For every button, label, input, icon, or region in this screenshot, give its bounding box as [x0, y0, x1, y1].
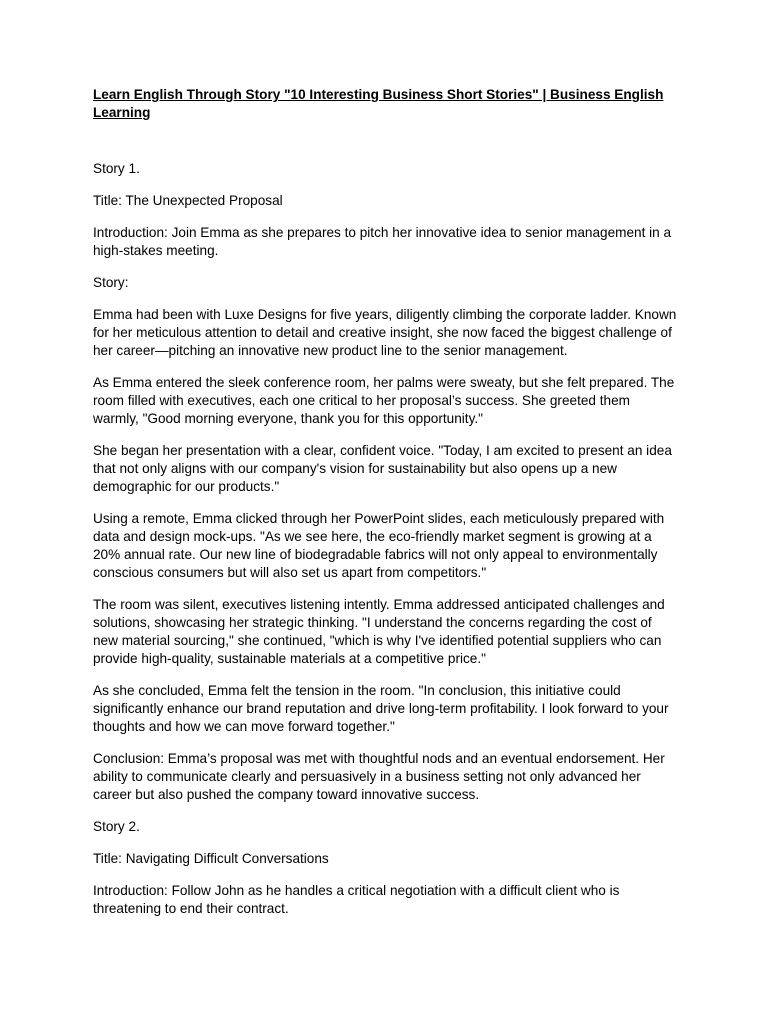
story-1-paragraph: She began her presentation with a clear, confident voice. "Today, I am excited to present an idea that not only aligns with our company's vision for sustainability but also opens up a new demographic for our products."	[93, 443, 672, 494]
story-1-paragraph: The room was silent, executives listening intently. Emma addressed anticipated challenges and solutions, showcasing her strategic thinking. "I understand the concerns regarding the cost of new material sourcing," she continued, "which is why I've identified potential suppliers who can provide high-quality, sustainable materials at a competitive price."	[93, 597, 665, 666]
document-page	[93, 86, 678, 932]
story-1-paragraph: As Emma entered the sleek conference room, her palms were sweaty, but she felt prepared. The room filled with executives, each one critical to her proposal’s success. She greeted them warmly, "Good morning everyone, thank you for this opportunity."	[93, 375, 675, 426]
story-1-story-label: Story:	[93, 275, 129, 290]
story-1-conclusion: Conclusion: Emma’s proposal was met with thoughtful nods and an eventual endorsement. Her ability to communicate clearly and persuasively in a business setting not only advanced her career but also pushed the company toward innovative success.	[93, 751, 665, 802]
story-1-heading: Story 1.	[93, 161, 140, 176]
document-title: Learn English Through Story "10 Interesting Business Short Stories" | Business English Learning	[93, 87, 664, 120]
story-2-introduction: Introduction: Follow John as he handles a critical negotiation with a difficult client who is threatening to end their contract.	[93, 883, 620, 916]
story-1-title: Title: The Unexpected Proposal	[93, 193, 283, 208]
story-1-paragraph: Emma had been with Luxe Designs for five years, diligently climbing the corporate ladder. Known for her meticulous attention to detail and creative insight, she now faced the biggest challenge of her career—pitching an innovative new product line to the senior management.	[93, 307, 677, 358]
story-2-heading: Story 2.	[93, 819, 140, 834]
story-1-paragraph: As she concluded, Emma felt the tension in the room. "In conclusion, this initiative could significantly enhance our brand reputation and drive long-term profitability. I look forward to your thoughts and how we can move forward together."	[93, 683, 669, 734]
story-1-introduction: Introduction: Join Emma as she prepares to pitch her innovative idea to senior management in a high-stakes meeting.	[93, 225, 672, 258]
story-1-paragraph: Using a remote, Emma clicked through her PowerPoint slides, each meticulously prepared with data and design mock-ups. "As we see here, the eco-friendly market segment is growing at a 20% annual rate. Our new line of biodegradable fabrics will not only appeal to environmentally conscious consumers but will also set us apart from competitors."	[93, 511, 665, 580]
story-2-title: Title: Navigating Difficult Conversations	[93, 851, 329, 866]
